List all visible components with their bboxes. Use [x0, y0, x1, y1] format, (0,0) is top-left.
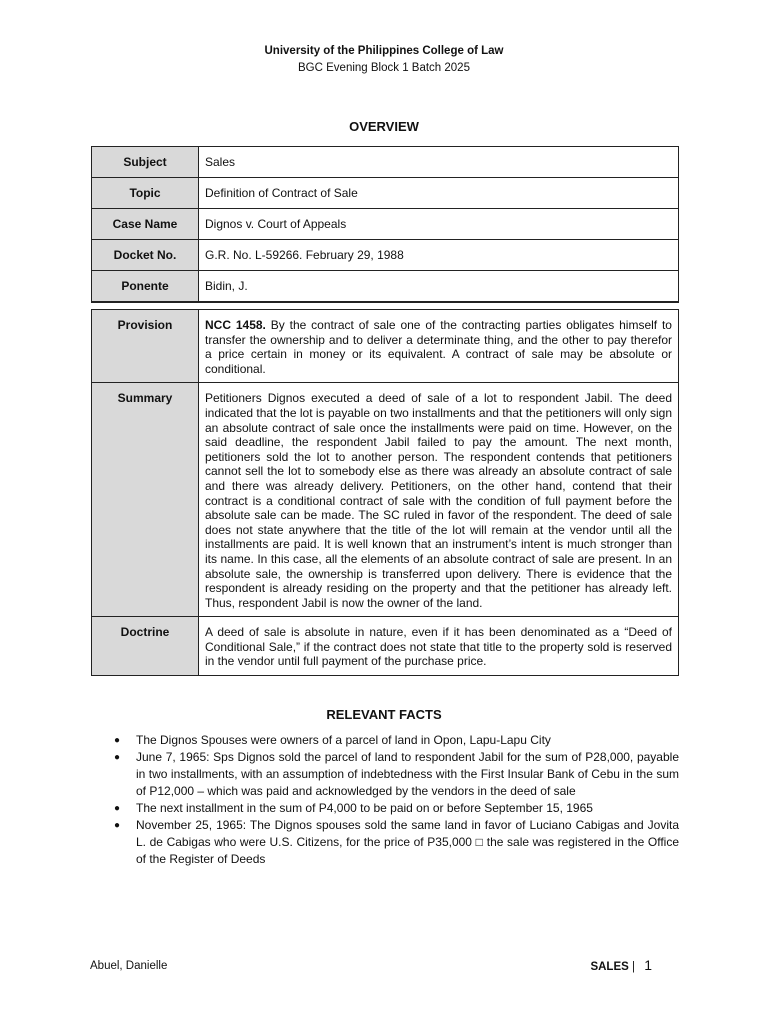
bullet-icon: ●: [114, 735, 121, 746]
subject-label: Subject: [92, 147, 199, 178]
ponente-label: Ponente: [92, 271, 199, 303]
table-row: [92, 383, 679, 617]
table-row: [92, 617, 679, 676]
institution-header: University of the Philippines College of Law: [264, 45, 504, 57]
list-item: [114, 800, 679, 817]
table-row: [92, 147, 679, 178]
relevant-facts-title: RELEVANT FACTS: [326, 707, 442, 722]
overview-table: [91, 146, 679, 303]
fact-text: The next installment in the sum of P4,000 to be paid on or before September 15, 1965: [136, 801, 593, 815]
provision-article: NCC 1458.: [205, 318, 266, 332]
ponente-value: Bidin, J.: [199, 271, 679, 303]
relevant-facts-list: [91, 732, 679, 868]
bullet-icon: ●: [114, 803, 121, 814]
table-row: [92, 178, 679, 209]
doctrine-label: Doctrine: [92, 617, 199, 676]
overview-title: OVERVIEW: [349, 119, 419, 134]
docket-no-label: Docket No.: [92, 240, 199, 271]
summary-label: Summary: [92, 383, 199, 617]
subject-value: Sales: [199, 147, 679, 178]
table-row: [92, 209, 679, 240]
topic-value: Definition of Contract of Sale: [199, 178, 679, 209]
provision-value: [199, 310, 679, 383]
list-item: [114, 749, 679, 800]
list-item: [114, 732, 679, 749]
bullet-icon: ●: [114, 820, 121, 831]
topic-label: Topic: [92, 178, 199, 209]
page-number: 1: [644, 957, 652, 973]
fact-text: The Dignos Spouses were owners of a parcel of land in Opon, Lapu-Lapu City: [136, 733, 551, 747]
fact-text: November 25, 1965: The Dignos spouses sold the same land in favor of Luciano Cabigas and Jovita L. de Cabigas who were U.S. Citizens, for the price of P35,000 □ the sale was registered in the Office of the Register of Deeds: [136, 818, 679, 866]
table-row: [92, 310, 679, 383]
provision-text: By the contract of sale one of the contracting parties obligates himself to transfer the ownership and to deliver a determinate thing, and the other to pay therefor a price certain in money or its equivalent. A contract of sale may be absolute or conditional.: [205, 318, 672, 376]
footer-separator: |: [632, 961, 635, 973]
case-name-label: Case Name: [92, 209, 199, 240]
case-name-value: Dignos v. Court of Appeals: [199, 209, 679, 240]
doctrine-text: A deed of sale is absolute in nature, even if it has been denominated as a “Deed of Conditional Sale,” if the contract does not state that title to the property sold is reserved in the vendor until full payment of the purchase price.: [199, 617, 679, 676]
summary-text: Petitioners Dignos executed a deed of sale of a lot to respondent Jabil. The deed indicated that the lot is payable on two installments and that the petitioners will only sign an absolute contract of sale once the installments were paid on time. However, on the said deadline, the respondent Jabil failed to pay the amount. The next month, petitioners sold the lot to another person. The respondent contends that petitioners cannot sell the lot to somebody else as there was already an absolute contract of sale and there was already delivery. Petitioners, on the other hand, contend that their contract is a conditional contract of sale with the condition of full payment before the absolute sale can be made. The SC ruled in favor of the respondent. The deed of sale does not state anywhere that the title of the lot will remain at the vendor until all the installments are paid. It is well known that an instrument’s intent is much stronger than its name. In this case, all the elements of an absolute contract of sale are present. In an absolute sale, the ownership is transferred upon delivery. There is evidence that the respondent is already residing on the property and that the petitioner has already left. Thus, respondent Jabil is now the owner of the land.: [199, 383, 679, 617]
batch-header: BGC Evening Block 1 Batch 2025: [298, 62, 470, 74]
footer-author: Abuel, Danielle: [90, 960, 168, 972]
footer-subject: SALES: [590, 961, 629, 973]
docket-no-value: G.R. No. L-59266. February 29, 1988: [199, 240, 679, 271]
footer-page-info: [590, 957, 652, 973]
table-row: [92, 271, 679, 303]
list-item: [114, 817, 679, 868]
table-row: [92, 240, 679, 271]
bullet-icon: ●: [114, 752, 121, 763]
provision-label: Provision: [92, 310, 199, 383]
details-table: [91, 309, 679, 676]
fact-text: June 7, 1965: Sps Dignos sold the parcel of land to respondent Jabil for the sum of P28,000, payable in two installments, with an assumption of indebtedness with the First Insular Bank of Cebu in the sum of P12,000 – which was paid and acknowledged by the vendors in the deed of sale: [136, 750, 679, 798]
